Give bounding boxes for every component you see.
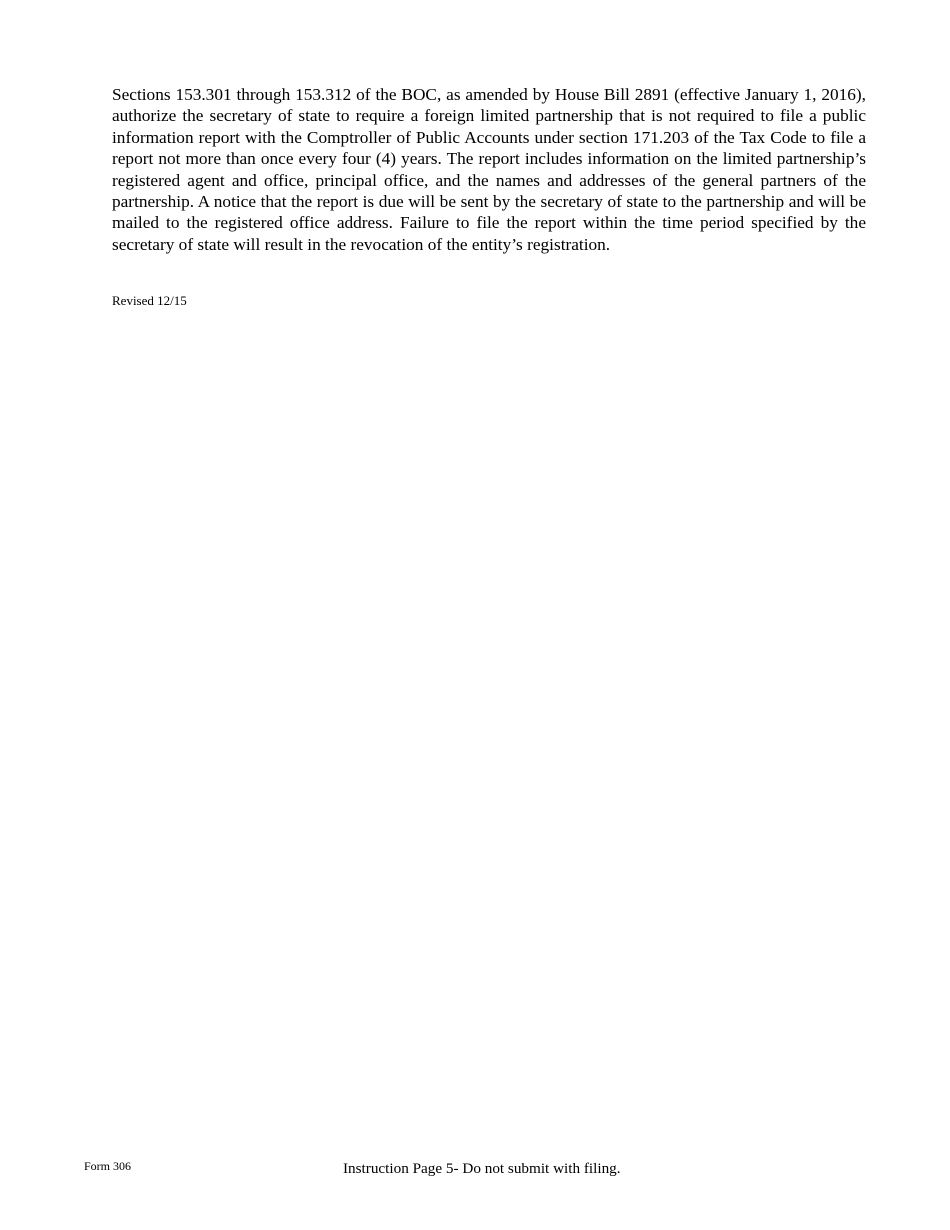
form-number: Form 306 [84, 1159, 132, 1173]
footer-instruction: Instruction Page 5- Do not submit with filing. [343, 1160, 621, 1177]
revised-date-note: Revised 12/15 [112, 293, 187, 308]
body-paragraph: Sections 153.301 through 153.312 of the BOC, as amended by House Bill 2891 (effective January 1, 2016), authorize the secretary of state to require a foreign limited partnership that is not required to file a public information report with the Comptroller of Public Accounts under section 171.203 of the Tax Code to file a report not more than once every four (4) years. The report includes information on the limited partnership’s registered agent and office, principal office, and the names and addresses of the general partners of the partnership. A notice that the report is due will be sent by the secretary of state to the partnership and will be mailed to the registered office address. Failure to file the report within the time period specified by the secretary of state will result in the revocation of the entity’s registration. [112, 85, 866, 254]
